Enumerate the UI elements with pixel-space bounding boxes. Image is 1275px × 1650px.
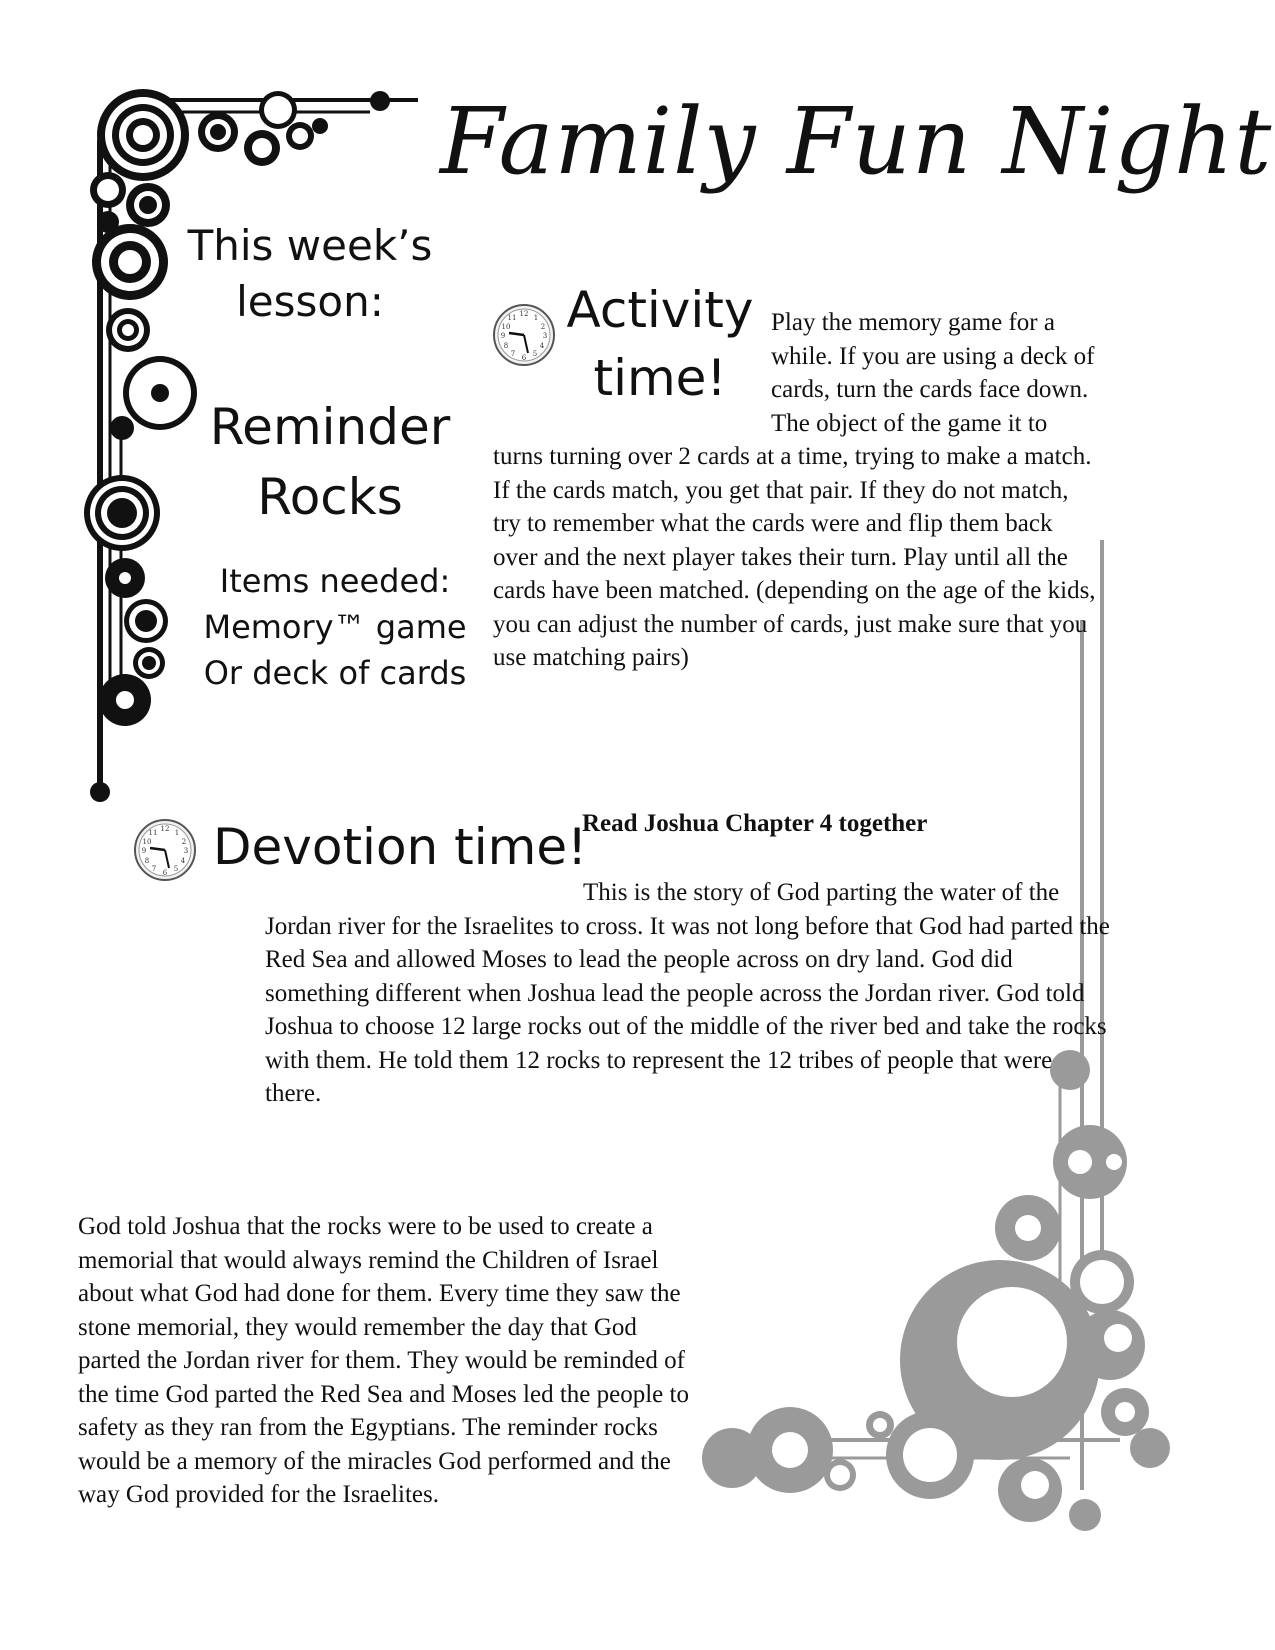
svg-text:4: 4 xyxy=(180,857,186,865)
svg-text:8: 8 xyxy=(144,857,150,865)
devotion-text xyxy=(265,876,1110,1111)
svg-text:4: 4 xyxy=(539,342,545,350)
svg-text:7: 7 xyxy=(151,865,157,873)
svg-text:12: 12 xyxy=(160,825,170,833)
svg-text:6: 6 xyxy=(521,354,527,362)
lesson-heading-line1: This week’s xyxy=(187,221,433,270)
lesson-name-line1: Reminder xyxy=(209,398,451,456)
clock-icon xyxy=(133,818,197,882)
svg-text:10: 10 xyxy=(142,838,152,846)
items-heading: Items needed: xyxy=(219,562,451,600)
activity-paragraph: Play the memory game for a while. If you are using a deck of cards, turn the cards face down. The object of the game it to turns turning over 2 cards at a time, trying to make a match. If the cards match, you get that pair. If they do not match, try to remember what the cards were and flip them back over and the next player takes their turn. Play until all the cards have been matched. (depending on the age of the kids, you can adjust the number of cards, just make sure that you use matching pairs) xyxy=(493,309,1096,671)
svg-text:5: 5 xyxy=(532,350,538,358)
svg-text:11: 11 xyxy=(148,829,158,837)
devotion-subheading: Read Joshua Chapter 4 together xyxy=(582,810,928,837)
svg-text:9: 9 xyxy=(141,847,147,855)
svg-text:9: 9 xyxy=(500,332,506,340)
item-memory-game: Memory™ game xyxy=(203,608,467,646)
svg-text:3: 3 xyxy=(183,847,189,855)
devotion-heading: Devotion time! xyxy=(213,818,588,876)
svg-text:12: 12 xyxy=(519,310,529,318)
svg-text:5: 5 xyxy=(173,865,179,873)
svg-text:11: 11 xyxy=(507,314,517,322)
svg-text:2: 2 xyxy=(540,323,546,331)
activity-heading-line2: time! xyxy=(593,349,727,407)
svg-text:8: 8 xyxy=(503,342,509,350)
svg-text:3: 3 xyxy=(542,332,548,340)
svg-text:6: 6 xyxy=(162,869,168,877)
lesson-name xyxy=(165,392,495,532)
activity-text xyxy=(493,306,1098,675)
svg-text:2: 2 xyxy=(181,838,187,846)
svg-text:1: 1 xyxy=(174,829,180,837)
activity-heading-line1: Activity xyxy=(566,281,754,339)
lesson-name-line2: Rocks xyxy=(257,468,403,526)
item-deck-of-cards: Or deck of cards xyxy=(203,654,467,692)
page-title: Family Fun Night xyxy=(440,88,1273,195)
svg-text:10: 10 xyxy=(501,323,511,331)
svg-text:7: 7 xyxy=(510,350,516,358)
devotion-paragraph: This is the story of God parting the water of the Jordan river for the Israelites to cross. It was not long before that God had parted the Red Sea and allowed Moses to lead the people across on dry land. God did something different when Joshua lead the people across the Jordan river. God told Joshua to choose 12 large rocks out of the middle of the river bed and take the rocks with them. He told them 12 rocks to represent the 12 tribes of people that were there. xyxy=(265,879,1110,1107)
svg-text:1: 1 xyxy=(533,314,539,322)
memorial-text: God told Joshua that the rocks were to be used to create a memorial that would always remind the Children of Israel about what God had done for them. Every time they saw the stone memorial, they would remember the day that God parted the Jordan river for them. They would be reminded of the time God parted the Red Sea and Moses led the people to safety as they ran from the Egyptians. The reminder rocks would be a memory of the miracles God performed and the way God provided for the Israelites. xyxy=(78,1213,689,1508)
lesson-heading xyxy=(175,218,445,330)
lesson-heading-line2: lesson: xyxy=(236,277,384,326)
items-needed xyxy=(190,558,480,696)
